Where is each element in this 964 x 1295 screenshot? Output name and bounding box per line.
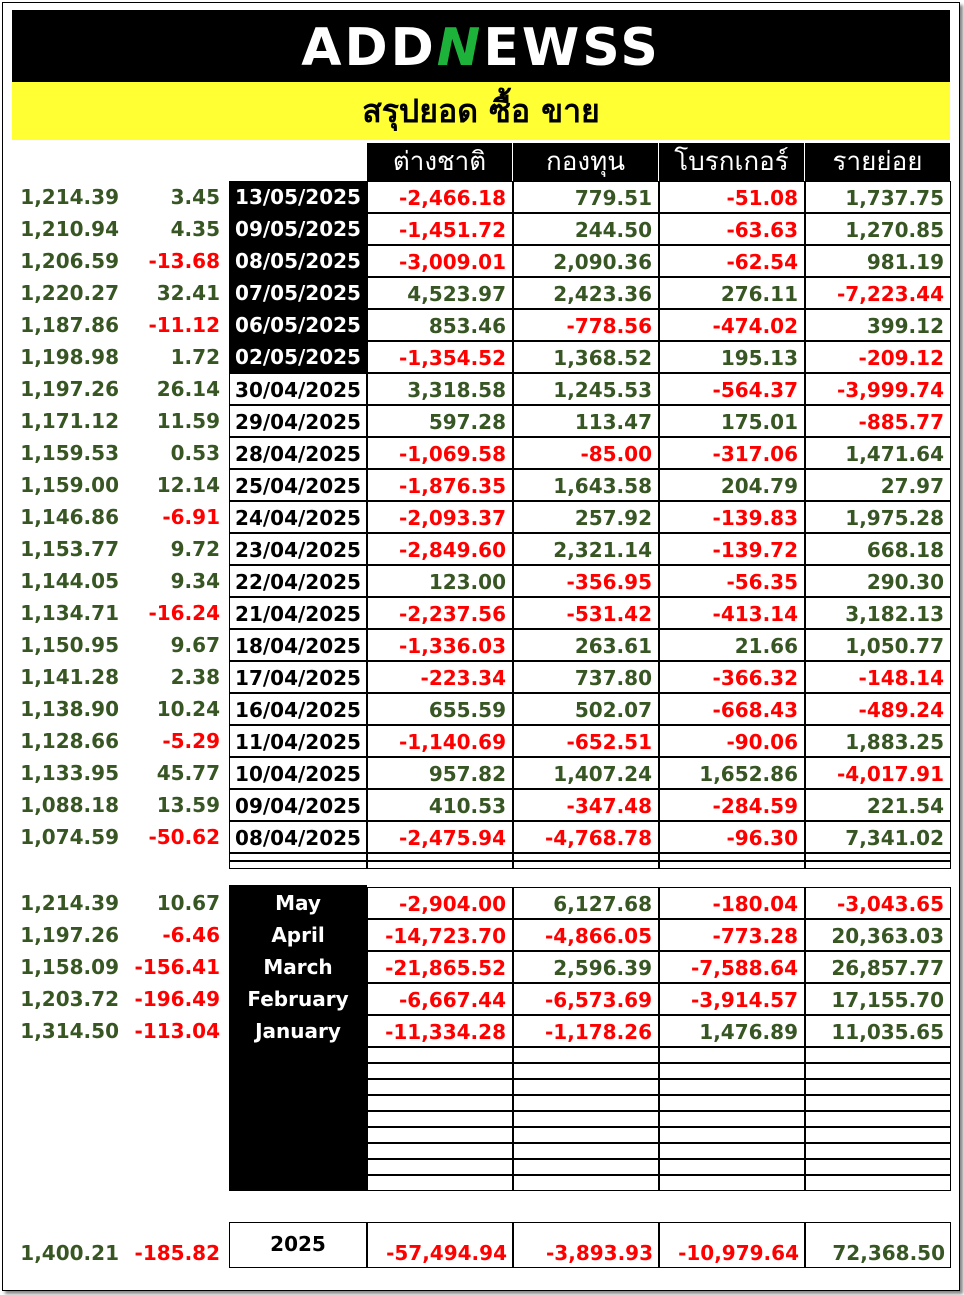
header-foreign: ต่างชาติ bbox=[367, 143, 512, 181]
empty-row bbox=[513, 1047, 659, 1063]
retail-value: 1,975.28 bbox=[805, 501, 951, 533]
retail-value: 668.18 bbox=[805, 533, 951, 565]
empty-row bbox=[367, 861, 513, 869]
fund-value: 1,245.53 bbox=[513, 373, 659, 405]
index-value: 1,144.05 bbox=[20, 569, 119, 593]
index-value: 1,138.90 bbox=[20, 697, 119, 721]
index-value: 1,206.59 bbox=[20, 249, 119, 273]
index-value: 1,146.86 bbox=[20, 505, 119, 529]
empty-row bbox=[805, 1063, 951, 1079]
fund-value: -85.00 bbox=[513, 437, 659, 469]
index-value: 1,141.28 bbox=[20, 665, 119, 689]
empty-row bbox=[513, 861, 659, 869]
change-value: 26.14 bbox=[156, 377, 220, 401]
broker-value: -139.72 bbox=[659, 533, 805, 565]
change-value: 4.35 bbox=[170, 217, 220, 241]
date-cell: 23/04/2025 bbox=[229, 533, 367, 565]
index-value: 1,153.77 bbox=[20, 537, 119, 561]
fund-value: -652.51 bbox=[513, 725, 659, 757]
empty-row bbox=[367, 1111, 513, 1127]
header-retail: รายย่อย bbox=[805, 143, 950, 181]
date-cell: 16/04/2025 bbox=[229, 693, 367, 725]
foreign-value: 597.28 bbox=[367, 405, 513, 437]
fund-value: 2,321.14 bbox=[513, 533, 659, 565]
empty-row bbox=[513, 1111, 659, 1127]
index-value: 1,088.18 bbox=[20, 793, 119, 817]
empty-row bbox=[513, 1175, 659, 1191]
broker-value: -7,588.64 bbox=[659, 951, 805, 983]
empty-row bbox=[367, 1159, 513, 1175]
broker-value: -366.32 bbox=[659, 661, 805, 693]
fund-value: 244.50 bbox=[513, 213, 659, 245]
change-value: 9.67 bbox=[170, 633, 220, 657]
change-value: -5.29 bbox=[162, 729, 220, 753]
month-label: February bbox=[247, 987, 349, 1011]
empty-row bbox=[805, 853, 951, 861]
change-value: -11.12 bbox=[148, 313, 220, 337]
year-foreign-value: -57,494.94 bbox=[386, 1241, 507, 1265]
empty-row bbox=[659, 861, 805, 869]
fund-value: 1,407.24 bbox=[513, 757, 659, 789]
retail-value: -4,017.91 bbox=[805, 757, 951, 789]
foreign-value: 655.59 bbox=[367, 693, 513, 725]
foreign-value: -11,334.28 bbox=[367, 1015, 513, 1047]
empty-row bbox=[229, 853, 367, 861]
header-bar bbox=[12, 10, 950, 82]
index-value: 1,187.86 bbox=[20, 313, 119, 337]
index-value: 1,158.09 bbox=[20, 955, 119, 979]
foreign-value: -6,667.44 bbox=[367, 983, 513, 1015]
foreign-value: -2,466.18 bbox=[367, 181, 513, 213]
broker-value: -51.08 bbox=[659, 181, 805, 213]
fund-value: 263.61 bbox=[513, 629, 659, 661]
foreign-value: 957.82 bbox=[367, 757, 513, 789]
index-value: 1,159.53 bbox=[20, 441, 119, 465]
foreign-value: -21,865.52 bbox=[367, 951, 513, 983]
retail-value: 1,471.64 bbox=[805, 437, 951, 469]
fund-value: 6,127.68 bbox=[513, 887, 659, 919]
date-cell: 02/05/2025 bbox=[229, 341, 367, 373]
broker-value: -96.30 bbox=[659, 821, 805, 853]
change-value: -196.49 bbox=[134, 987, 220, 1011]
foreign-value: 3,318.58 bbox=[367, 373, 513, 405]
retail-value: 1,737.75 bbox=[805, 181, 951, 213]
fund-value: 2,090.36 bbox=[513, 245, 659, 277]
empty-row bbox=[229, 861, 367, 869]
empty-row bbox=[805, 861, 951, 869]
empty-row bbox=[659, 1175, 805, 1191]
fund-value: 737.80 bbox=[513, 661, 659, 693]
change-value: -6.91 bbox=[162, 505, 220, 529]
empty-row bbox=[513, 1079, 659, 1095]
empty-row bbox=[659, 1159, 805, 1175]
foreign-value: -1,069.58 bbox=[367, 437, 513, 469]
broker-value: -284.59 bbox=[659, 789, 805, 821]
retail-value: 290.30 bbox=[805, 565, 951, 597]
foreign-value: -1,451.72 bbox=[367, 213, 513, 245]
foreign-value: -2,093.37 bbox=[367, 501, 513, 533]
change-value: 32.41 bbox=[156, 281, 220, 305]
year-fund-value: -3,893.93 bbox=[546, 1241, 653, 1265]
empty-row bbox=[367, 853, 513, 861]
broker-value: -139.83 bbox=[659, 501, 805, 533]
broker-value: 1,652.86 bbox=[659, 757, 805, 789]
empty-row bbox=[805, 1047, 951, 1063]
change-value: 2.38 bbox=[170, 665, 220, 689]
broker-value: -90.06 bbox=[659, 725, 805, 757]
index-value: 1,074.59 bbox=[20, 825, 119, 849]
foreign-value: 853.46 bbox=[367, 309, 513, 341]
fund-value: -6,573.69 bbox=[513, 983, 659, 1015]
change-value: 45.77 bbox=[156, 761, 220, 785]
retail-value: 3,182.13 bbox=[805, 597, 951, 629]
empty-row bbox=[367, 1127, 513, 1143]
change-value: 0.53 bbox=[170, 441, 220, 465]
year-retail-value: 72,368.50 bbox=[832, 1241, 945, 1265]
change-value: 1.72 bbox=[170, 345, 220, 369]
change-value: -156.41 bbox=[134, 955, 220, 979]
fund-value: -1,178.26 bbox=[513, 1015, 659, 1047]
date-cell: 17/04/2025 bbox=[229, 661, 367, 693]
broker-value: 204.79 bbox=[659, 469, 805, 501]
empty-row bbox=[805, 1079, 951, 1095]
fund-value: -531.42 bbox=[513, 597, 659, 629]
empty-row bbox=[367, 1095, 513, 1111]
broker-value: -773.28 bbox=[659, 919, 805, 951]
index-value: 1,171.12 bbox=[20, 409, 119, 433]
date-cell: 28/04/2025 bbox=[229, 437, 367, 469]
empty-row bbox=[513, 1143, 659, 1159]
broker-value: 1,476.89 bbox=[659, 1015, 805, 1047]
change-value: 10.67 bbox=[156, 891, 220, 915]
retail-value: 27.97 bbox=[805, 469, 951, 501]
foreign-value: -2,475.94 bbox=[367, 821, 513, 853]
empty-row bbox=[513, 1127, 659, 1143]
year-label: 2025 bbox=[270, 1232, 326, 1256]
fund-value: 502.07 bbox=[513, 693, 659, 725]
date-cell: 29/04/2025 bbox=[229, 405, 367, 437]
index-value: 1,197.26 bbox=[20, 377, 119, 401]
retail-value: 221.54 bbox=[805, 789, 951, 821]
empty-row bbox=[659, 1143, 805, 1159]
empty-row bbox=[659, 1127, 805, 1143]
empty-row bbox=[367, 1175, 513, 1191]
change-value: 13.59 bbox=[156, 793, 220, 817]
empty-row bbox=[659, 1095, 805, 1111]
change-value: 9.34 bbox=[170, 569, 220, 593]
retail-value: 1,050.77 bbox=[805, 629, 951, 661]
date-cell: 11/04/2025 bbox=[229, 725, 367, 757]
change-value: -6.46 bbox=[162, 923, 220, 947]
date-cell: 06/05/2025 bbox=[229, 309, 367, 341]
page-title: สรุปยอด ซื้อ ขาย bbox=[12, 82, 950, 140]
retail-value: 11,035.65 bbox=[805, 1015, 951, 1047]
date-cell: 08/05/2025 bbox=[229, 245, 367, 277]
date-cell: 08/04/2025 bbox=[229, 821, 367, 853]
broker-value: -3,914.57 bbox=[659, 983, 805, 1015]
retail-value: -7,223.44 bbox=[805, 277, 951, 309]
retail-value: 1,883.25 bbox=[805, 725, 951, 757]
fund-value: -4,768.78 bbox=[513, 821, 659, 853]
retail-value: -885.77 bbox=[805, 405, 951, 437]
empty-row bbox=[805, 1095, 951, 1111]
retail-value: 26,857.77 bbox=[805, 951, 951, 983]
broker-value: 276.11 bbox=[659, 277, 805, 309]
empty-row bbox=[805, 1159, 951, 1175]
year-change-value: -185.82 bbox=[134, 1241, 220, 1265]
empty-row bbox=[513, 853, 659, 861]
index-value: 1,210.94 bbox=[20, 217, 119, 241]
empty-row bbox=[513, 1095, 659, 1111]
index-value: 1,220.27 bbox=[20, 281, 119, 305]
broker-value: 195.13 bbox=[659, 341, 805, 373]
foreign-value: -223.34 bbox=[367, 661, 513, 693]
broker-value: -63.63 bbox=[659, 213, 805, 245]
change-value: 11.59 bbox=[156, 409, 220, 433]
date-cell: 09/05/2025 bbox=[229, 213, 367, 245]
date-cell: 18/04/2025 bbox=[229, 629, 367, 661]
retail-value: -209.12 bbox=[805, 341, 951, 373]
change-value: 10.24 bbox=[156, 697, 220, 721]
empty-row bbox=[367, 1143, 513, 1159]
foreign-value: 123.00 bbox=[367, 565, 513, 597]
fund-value: 779.51 bbox=[513, 181, 659, 213]
date-cell: 09/04/2025 bbox=[229, 789, 367, 821]
empty-row bbox=[659, 1047, 805, 1063]
retail-value: -148.14 bbox=[805, 661, 951, 693]
date-cell: 13/05/2025 bbox=[229, 181, 367, 213]
month-label: May bbox=[275, 891, 321, 915]
date-cell: 30/04/2025 bbox=[229, 373, 367, 405]
empty-row bbox=[367, 1079, 513, 1095]
empty-row bbox=[659, 1079, 805, 1095]
foreign-value: -14,723.70 bbox=[367, 919, 513, 951]
index-value: 1,214.39 bbox=[20, 185, 119, 209]
empty-row bbox=[805, 1175, 951, 1191]
date-cell: 22/04/2025 bbox=[229, 565, 367, 597]
index-value: 1,198.98 bbox=[20, 345, 119, 369]
foreign-value: -1,354.52 bbox=[367, 341, 513, 373]
foreign-value: -1,140.69 bbox=[367, 725, 513, 757]
change-value: -113.04 bbox=[134, 1019, 220, 1043]
foreign-value: 410.53 bbox=[367, 789, 513, 821]
date-cell: 10/04/2025 bbox=[229, 757, 367, 789]
retail-value: -3,999.74 bbox=[805, 373, 951, 405]
date-cell: 25/04/2025 bbox=[229, 469, 367, 501]
fund-value: 2,596.39 bbox=[513, 951, 659, 983]
empty-row bbox=[659, 1063, 805, 1079]
fund-value: 257.92 bbox=[513, 501, 659, 533]
foreign-value: -2,237.56 bbox=[367, 597, 513, 629]
index-value: 1,214.39 bbox=[20, 891, 119, 915]
year-index-value: 1,400.21 bbox=[20, 1241, 119, 1265]
change-value: 9.72 bbox=[170, 537, 220, 561]
date-cell: 07/05/2025 bbox=[229, 277, 367, 309]
foreign-value: -1,336.03 bbox=[367, 629, 513, 661]
broker-value: -62.54 bbox=[659, 245, 805, 277]
empty-row bbox=[805, 1127, 951, 1143]
date-cell: 24/04/2025 bbox=[229, 501, 367, 533]
change-value: -13.68 bbox=[148, 249, 220, 273]
fund-value: -4,866.05 bbox=[513, 919, 659, 951]
retail-value: 399.12 bbox=[805, 309, 951, 341]
change-value: 12.14 bbox=[156, 473, 220, 497]
header-fund: กองทุน bbox=[513, 143, 658, 181]
empty-row bbox=[659, 853, 805, 861]
broker-value: -474.02 bbox=[659, 309, 805, 341]
broker-value: -668.43 bbox=[659, 693, 805, 725]
fund-value: 1,643.58 bbox=[513, 469, 659, 501]
fund-value: -778.56 bbox=[513, 309, 659, 341]
empty-row bbox=[805, 1111, 951, 1127]
retail-value: 7,341.02 bbox=[805, 821, 951, 853]
index-value: 1,159.00 bbox=[20, 473, 119, 497]
empty-row bbox=[513, 1159, 659, 1175]
index-value: 1,134.71 bbox=[20, 601, 119, 625]
broker-value: 175.01 bbox=[659, 405, 805, 437]
month-label: April bbox=[271, 923, 325, 947]
empty-row bbox=[659, 1111, 805, 1127]
month-label: March bbox=[263, 955, 333, 979]
index-value: 1,128.66 bbox=[20, 729, 119, 753]
fund-value: -356.95 bbox=[513, 565, 659, 597]
broker-value: -317.06 bbox=[659, 437, 805, 469]
index-value: 1,203.72 bbox=[20, 987, 119, 1011]
broker-value: -564.37 bbox=[659, 373, 805, 405]
broker-value: -56.35 bbox=[659, 565, 805, 597]
fund-value: -347.48 bbox=[513, 789, 659, 821]
foreign-value: -2,849.60 bbox=[367, 533, 513, 565]
foreign-value: -2,904.00 bbox=[367, 887, 513, 919]
foreign-value: 4,523.97 bbox=[367, 277, 513, 309]
change-value: -16.24 bbox=[148, 601, 220, 625]
fund-value: 1,368.52 bbox=[513, 341, 659, 373]
retail-value: -3,043.65 bbox=[805, 887, 951, 919]
change-value: -50.62 bbox=[148, 825, 220, 849]
broker-value: -180.04 bbox=[659, 887, 805, 919]
foreign-value: -1,876.35 bbox=[367, 469, 513, 501]
index-value: 1,314.50 bbox=[20, 1019, 119, 1043]
header-broker: โบรกเกอร์ bbox=[659, 143, 804, 181]
retail-value: -489.24 bbox=[805, 693, 951, 725]
empty-row bbox=[367, 1063, 513, 1079]
index-value: 1,133.95 bbox=[20, 761, 119, 785]
month-label: January bbox=[255, 1019, 341, 1043]
fund-value: 113.47 bbox=[513, 405, 659, 437]
retail-value: 1,270.85 bbox=[805, 213, 951, 245]
retail-value: 20,363.03 bbox=[805, 919, 951, 951]
broker-value: 21.66 bbox=[659, 629, 805, 661]
retail-value: 981.19 bbox=[805, 245, 951, 277]
foreign-value: -3,009.01 bbox=[367, 245, 513, 277]
index-value: 1,197.26 bbox=[20, 923, 119, 947]
change-value: 3.45 bbox=[170, 185, 220, 209]
empty-row bbox=[513, 1063, 659, 1079]
empty-row bbox=[367, 1047, 513, 1063]
year-broker-value: -10,979.64 bbox=[678, 1241, 799, 1265]
index-value: 1,150.95 bbox=[20, 633, 119, 657]
broker-value: -413.14 bbox=[659, 597, 805, 629]
date-cell: 21/04/2025 bbox=[229, 597, 367, 629]
fund-value: 2,423.36 bbox=[513, 277, 659, 309]
retail-value: 17,155.70 bbox=[805, 983, 951, 1015]
empty-row bbox=[805, 1143, 951, 1159]
addnewss-logo: ADDNEWSS bbox=[301, 18, 661, 78]
